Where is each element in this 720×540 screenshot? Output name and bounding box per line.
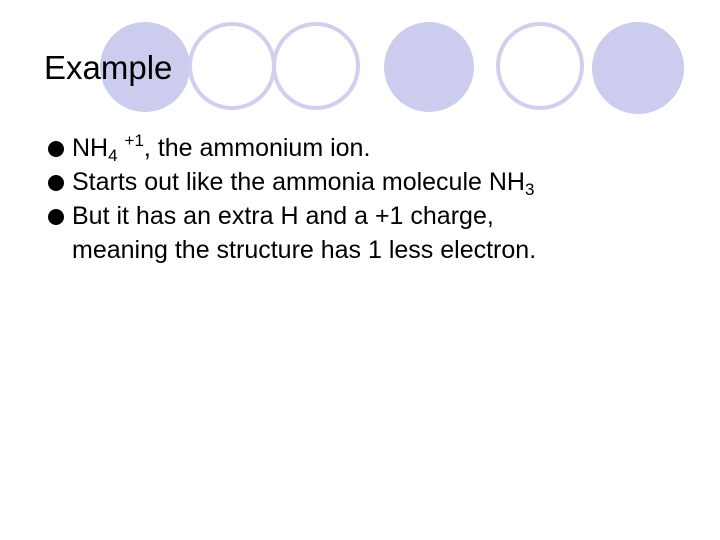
bullet-icon bbox=[48, 209, 64, 225]
bullet-icon bbox=[48, 141, 64, 157]
decorative-circle-5 bbox=[496, 22, 584, 110]
bullet-text-line-2: meaning the structure has 1 less electron. bbox=[72, 236, 537, 264]
formula-subscript: 4 bbox=[108, 146, 118, 165]
bullet-icon bbox=[48, 175, 64, 191]
bullet-item-3 bbox=[48, 199, 708, 267]
slide-title: Example bbox=[44, 49, 173, 86]
bullet-list bbox=[48, 131, 708, 267]
bullet-item-1 bbox=[48, 131, 708, 165]
decorative-circle-6 bbox=[592, 22, 684, 114]
charge-superscript: +1 bbox=[124, 131, 144, 150]
decorative-circle-4 bbox=[384, 22, 474, 112]
bullet-text: Starts out like the ammonia molecule NH bbox=[72, 168, 525, 196]
bullet-text: , the ammonium ion. bbox=[143, 134, 371, 162]
decorative-circle-2 bbox=[188, 22, 276, 110]
decorative-circle-3 bbox=[272, 22, 360, 110]
formula-subscript: 3 bbox=[524, 180, 535, 199]
bullet-item-2 bbox=[48, 165, 708, 199]
formula-base: NH bbox=[72, 134, 109, 162]
bullet-text-line-1: But it has an extra H and a +1 charge, bbox=[72, 202, 494, 230]
